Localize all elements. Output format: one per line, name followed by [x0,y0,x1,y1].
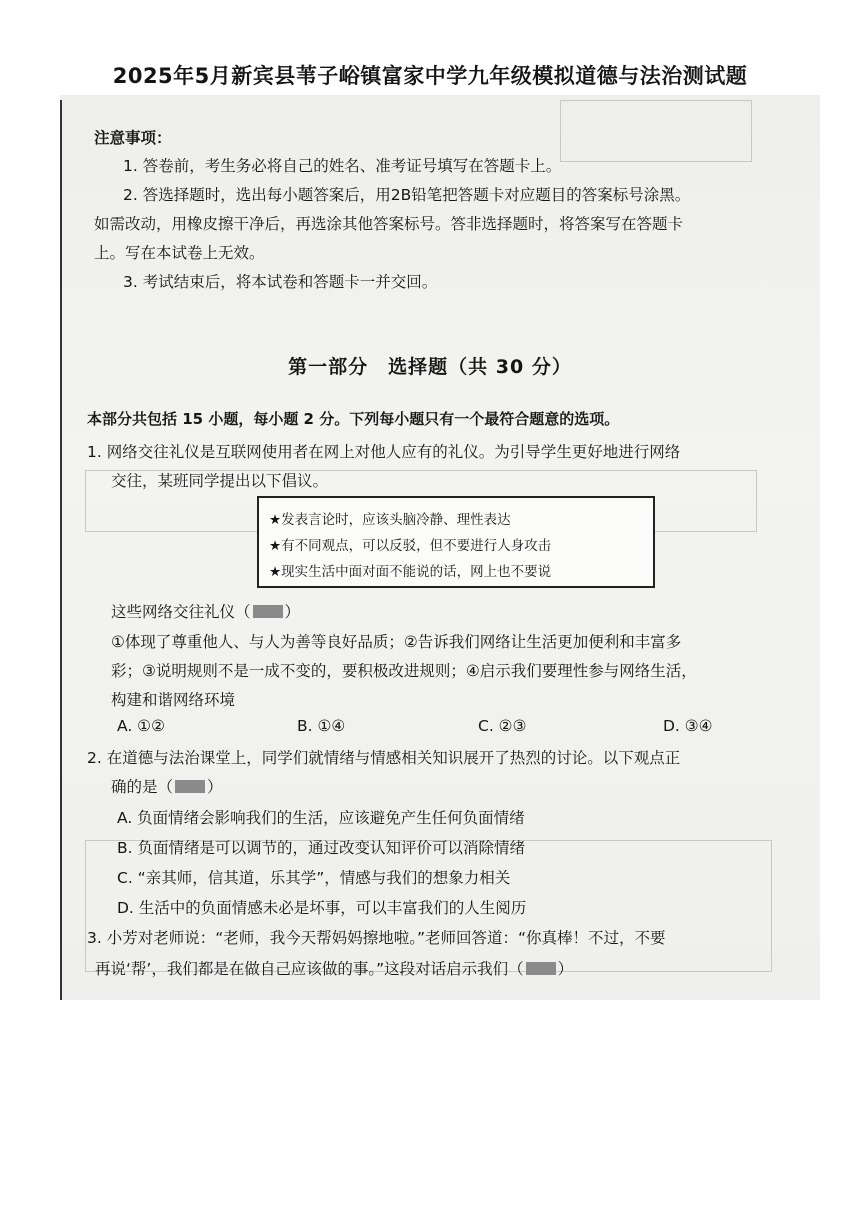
notice-item-3: 3. 考试结束后，将本试卷和答题卡一并交回。 [123,273,438,291]
q3-stem: 3. 小芳对老师说：“老师，我今天帮妈妈擦地啦。”老师回答道：“你真棒！不过，不要 [87,929,666,947]
q1-option-c: C. ②③ [478,717,527,735]
q2-option-b: B. 负面情绪是可以调节的，通过改变认知评价可以消除情绪 [117,839,525,857]
notice-heading: 注意事项： [94,129,172,147]
answer-blank [175,780,205,793]
proposal-item: ★发表言论时，应该头脑冷静、理性表达 [269,512,511,528]
q3-stem-cont [95,957,573,979]
q2-option-c: C. “亲其师，信其道，乐其学”，情感与我们的想象力相关 [117,869,511,887]
q2-stem-text: 确的是（ [111,778,174,796]
proposal-item: ★现实生活中面对面不能说的话，网上也不要说 [269,564,552,580]
left-margin-rule [60,100,62,1000]
section-instructions: 本部分共包括 15 小题，每小题 2 分。下列每小题只有一个最符合题意的选项。 [87,410,620,428]
answer-blank [526,962,556,975]
page-title: 2025年5月新宾县苇子峪镇富家中学九年级模拟道德与法治测试题 [112,64,748,88]
q3-stem-close: ） [557,960,574,978]
q1-question-close: ） [284,603,301,621]
q1-option-b: B. ①④ [297,717,346,735]
q2-option-a: A. 负面情绪会影响我们的生活，应该避免产生任何负面情绪 [117,809,525,827]
q1-stem-cont: 交往，某班同学提出以下倡议。 [111,472,329,490]
notice-item-2-cont: 上。写在本试卷上无效。 [94,244,265,262]
notice-item-2-cont: 如需改动，用橡皮擦干净后，再选涂其他答案标号。答非选择题时，将答案写在答题卡 [94,215,684,233]
q1-stem: 1. 网络交往礼仪是互联网使用者在网上对他人应有的礼仪。为引导学生更好地进行网络 [87,443,681,461]
q3-stem-text: 再说‘帮’，我们都是在做自己应该做的事。”这段对话启示我们（ [95,960,524,978]
notice-item-2: 2. 答选择题时，选出每小题答案后，用2B铅笔把答题卡对应题目的答案标号涂黑。 [123,186,691,204]
q1-question [111,600,300,622]
answer-blank [253,605,283,618]
q1-option-d: D. ③④ [663,717,713,735]
q1-question-text: 这些网络交往礼仪（ [111,603,251,621]
q2-stem-cont [111,775,223,797]
proposal-box [257,496,655,588]
section-heading: 第一部分 选择题（共 30 分） [288,356,572,378]
q1-statements: ①体现了尊重他人、与人为善等良好品质；②告诉我们网络让生活更加便利和丰富多 [111,633,682,651]
notice-item-1: 1. 答卷前，考生务必将自己的姓名、准考证号填写在答题卡上。 [123,157,562,175]
q2-stem-close: ） [207,778,223,796]
proposal-item: ★有不同观点，可以反驳，但不要进行人身攻击 [269,538,552,554]
q2-option-d: D. 生活中的负面情感未必是坏事，可以丰富我们的人生阅历 [117,899,527,917]
q1-statements-cont: 构建和谐网络环境 [111,691,236,709]
q1-statements-cont: 彩；③说明规则不是一成不变的，要积极改进规则；④启示我们要理性参与网络生活， [111,662,697,680]
q1-option-a: A. ①② [117,717,165,735]
q2-stem: 2. 在道德与法治课堂上，同学们就情绪与情感相关知识展开了热烈的讨论。以下观点正 [87,749,681,767]
bleed-through-box [560,100,752,162]
